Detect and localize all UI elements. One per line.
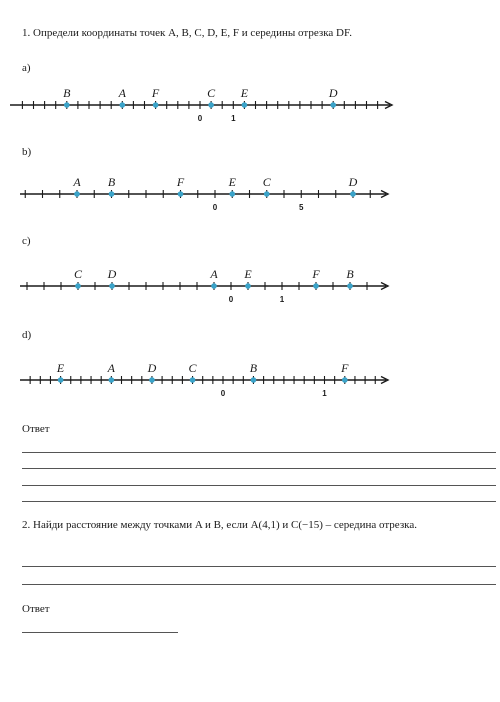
point-b-marker [64,102,70,108]
number-label: 0 [228,295,234,304]
subtask-a-label: a) [22,62,31,74]
number-label: 5 [299,203,304,212]
point-d-marker [109,283,115,289]
number-label: 1 [322,389,327,398]
task-2-text: 2. Найди расстояние между точками A и B, если A(4,1) и C(−15) – середина отрезка. [22,519,417,531]
point-d-marker [149,377,155,383]
point-b-label: B [107,175,116,189]
point-d-label: D [107,267,117,281]
point-d-marker [350,191,356,197]
number-label: 0 [212,203,218,212]
point-f-marker [342,377,348,383]
point-d-label: D [147,361,157,375]
answer-2-line-2[interactable] [22,584,496,585]
point-e-marker [229,191,235,197]
point-c-label: C [73,267,83,281]
point-f-label: F [341,361,349,375]
point-c-marker [75,283,81,289]
answer-1-line-2[interactable] [22,468,496,469]
point-c-marker [264,191,270,197]
point-b-marker [251,377,257,383]
point-a-marker [120,102,126,108]
point-f-marker [153,102,159,108]
point-c-label: C [262,175,271,189]
point-a-label: A [118,86,126,100]
point-e-label: E [228,175,236,189]
point-a-marker [109,377,115,383]
point-b-label: B [346,267,354,281]
answer-1-line-4[interactable] [22,501,496,502]
answer-2-line-1[interactable] [22,566,496,567]
point-a-label: A [107,361,116,375]
point-d-marker [330,102,336,108]
point-c-marker [208,102,214,108]
point-c-label: C [207,86,216,100]
point-a-marker [74,191,80,197]
answer-2-label: Ответ [22,603,50,615]
number-line-d [0,358,500,404]
point-f-label: F [176,175,185,189]
answer-1-line-3[interactable] [22,485,496,486]
point-b-marker [347,283,353,289]
subtask-b-label: b) [22,146,32,158]
number-line-c [0,264,500,310]
point-f-label: F [312,267,320,281]
point-f-marker [178,191,184,197]
point-e-label: E [240,86,249,100]
point-c-marker [190,377,196,383]
subtask-c-label: c) [22,235,31,247]
point-b-label: B [63,86,71,100]
number-line-b [0,172,500,218]
point-d-label: D [328,86,338,100]
point-e-label: E [244,267,252,281]
point-a-label: A [73,175,81,189]
number-label: 1 [279,295,285,304]
point-b-label: B [249,361,258,375]
point-e-marker [245,283,251,289]
point-c-label: C [188,361,197,375]
answer-1-line-1[interactable] [22,452,496,453]
point-d-label: D [348,175,358,189]
point-f-label: F [151,86,160,100]
point-e-marker [58,377,64,383]
point-a-marker [211,283,217,289]
point-e-label: E [56,361,65,375]
point-f-marker [313,283,319,289]
number-label: 0 [197,114,203,123]
answer-1-label: Ответ [22,423,50,435]
task-1-text: 1. Определи координаты точек A, B, C, D, E, F и середины отрезка DF. [22,27,352,39]
subtask-d-label: d) [22,329,32,341]
point-b-marker [109,191,115,197]
number-label: 1 [231,114,236,123]
point-a-label: A [210,267,218,281]
answer-2-line-short[interactable] [22,632,178,633]
number-label: 0 [220,389,226,398]
point-e-marker [242,102,248,108]
number-line-a [0,86,500,130]
